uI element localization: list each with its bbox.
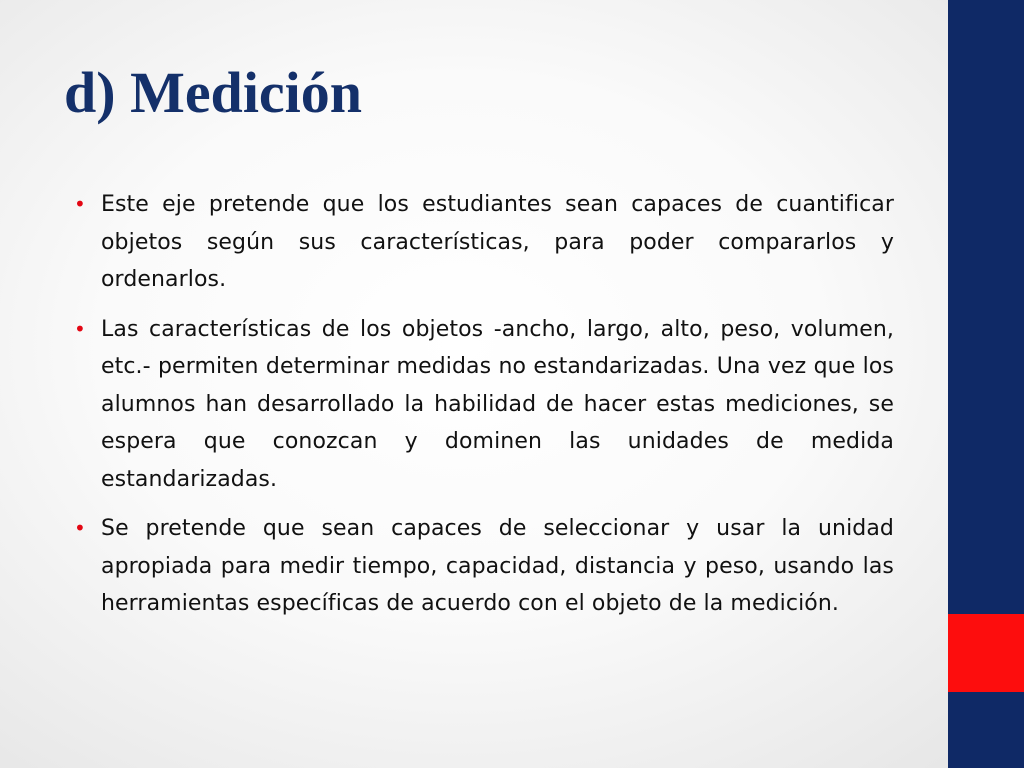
bullet-list	[74, 186, 894, 635]
bullet-icon: •	[74, 192, 86, 216]
bullet-text: Se pretende que sean capaces de seleccionar y usar la unidad apropiada para medir tiempo, capacidad, distancia y peso, usando las herramientas específicas de acuerdo con el objeto de la medición.	[101, 516, 894, 616]
bullet-text: Las características de los objetos -ancho, largo, alto, peso, volumen, etc.- permiten determinar medidas no estandarizadas. Una vez que los alumnos han desarrollado la habilidad de hacer estas mediciones, se espera que conozcan y dominen las unidades de medida estandarizadas.	[101, 316, 894, 492]
side-bar-red-block	[948, 614, 1024, 692]
bullet-item	[74, 186, 894, 299]
bullet-text: Este eje pretende que los estudiantes sean capaces de cuantificar objetos según sus características, para poder compararlos y ordenarlos.	[101, 192, 894, 292]
bullet-icon: •	[74, 316, 86, 341]
bullet-item	[74, 510, 894, 623]
slide-title: d) Medición	[64, 60, 363, 125]
bullet-icon: •	[74, 516, 86, 540]
bullet-item	[74, 311, 894, 499]
